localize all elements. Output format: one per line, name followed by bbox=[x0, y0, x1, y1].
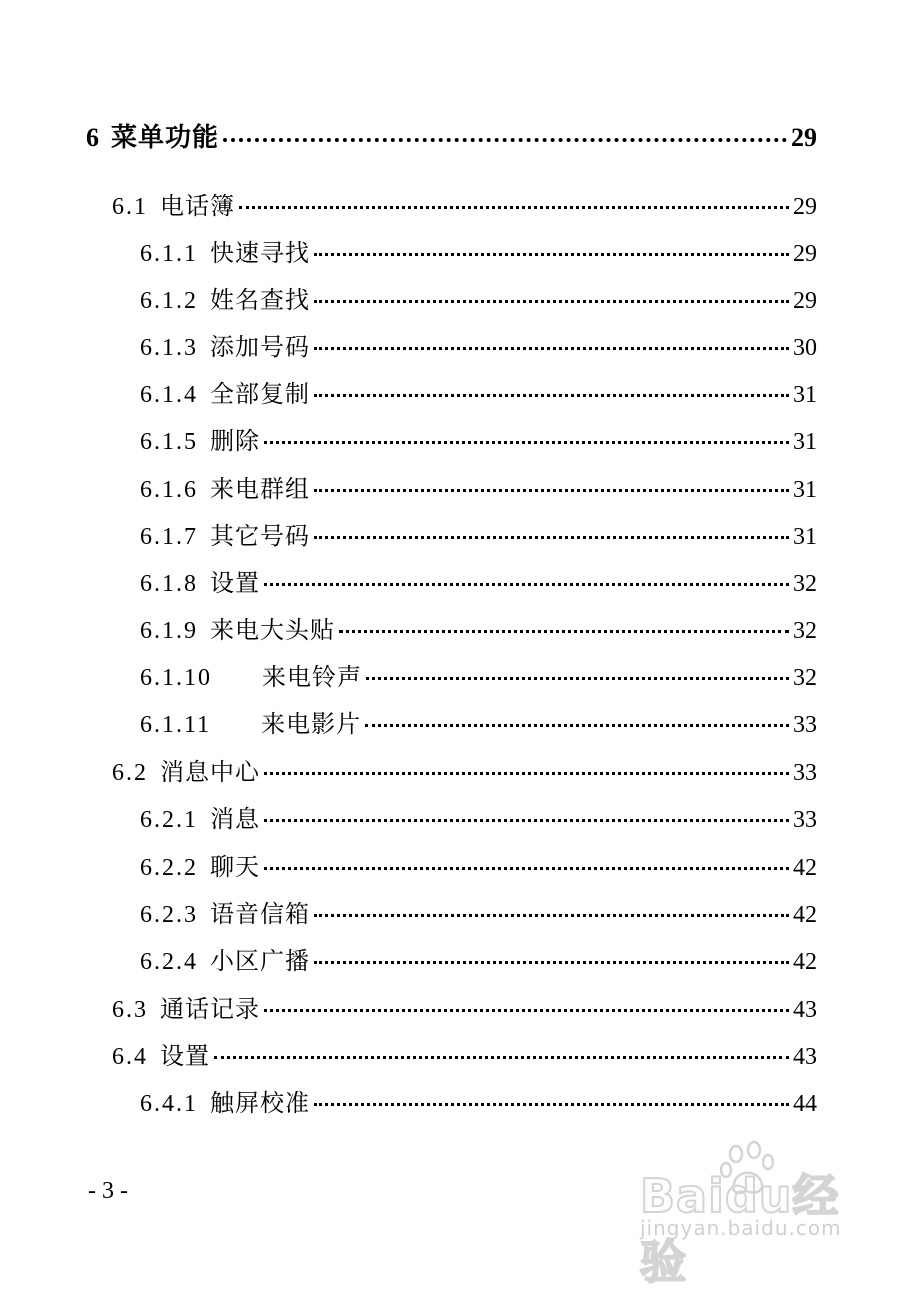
dot-leader bbox=[314, 347, 789, 350]
dot-leader bbox=[264, 772, 789, 775]
toc-entry-page: 29 bbox=[791, 123, 817, 152]
toc-entry-page: 42 bbox=[793, 855, 817, 881]
toc-entry-6-1-5[interactable] bbox=[140, 424, 817, 458]
toc-entry-page: 31 bbox=[793, 477, 817, 503]
toc-entry-page: 29 bbox=[793, 288, 817, 314]
toc-entry-6-1-8[interactable] bbox=[140, 566, 817, 600]
toc-entry-page: 31 bbox=[793, 382, 817, 408]
toc-entry-title: 设置 bbox=[160, 1042, 210, 1070]
dot-leader bbox=[264, 1009, 789, 1012]
toc-entry-number: 6.2.3 bbox=[140, 902, 198, 928]
toc-entry-6-2[interactable] bbox=[112, 755, 817, 789]
toc-entry-title: 聊天 bbox=[210, 853, 260, 881]
dot-leader bbox=[314, 300, 789, 303]
toc-entry-title: 通话记录 bbox=[160, 995, 260, 1023]
toc-entry-title: 来电铃声 bbox=[262, 663, 362, 691]
dot-leader bbox=[314, 1103, 789, 1106]
toc-entry-number: 6.1 bbox=[112, 194, 148, 220]
toc-entry-6-1-3[interactable] bbox=[140, 330, 817, 364]
toc-entry-number: 6.2.2 bbox=[140, 855, 198, 881]
toc-entry-number: 6.4 bbox=[112, 1044, 148, 1070]
toc-entry-6-1-9[interactable] bbox=[140, 613, 817, 647]
toc-entry-page: 33 bbox=[793, 760, 817, 786]
toc-entry-6-4[interactable] bbox=[112, 1039, 817, 1073]
toc-entry-title: 全部复制 bbox=[210, 380, 310, 408]
toc-entry-number: 6.1.7 bbox=[140, 524, 198, 550]
toc-entry-title: 来电群组 bbox=[210, 475, 310, 503]
toc-entry-number: 6.1.5 bbox=[140, 429, 198, 455]
toc-entry-page: 31 bbox=[793, 524, 817, 550]
toc-entry-6-3[interactable] bbox=[112, 992, 817, 1026]
dot-leader bbox=[314, 536, 789, 539]
page-number: - 3 - bbox=[88, 1178, 128, 1204]
watermark-url: jingyan.baidu.com bbox=[640, 1216, 842, 1240]
toc-entry-6-1-6[interactable] bbox=[140, 472, 817, 506]
toc-entry-6[interactable] bbox=[86, 121, 817, 155]
dot-leader bbox=[365, 724, 789, 727]
toc-entry-number: 6.2.1 bbox=[140, 807, 198, 833]
toc-entry-title: 消息 bbox=[210, 805, 260, 833]
toc-entry-title: 触屏校准 bbox=[210, 1089, 310, 1117]
toc-entry-number: 6.1.9 bbox=[140, 618, 198, 644]
dot-leader bbox=[223, 138, 787, 142]
toc-entry-6-1-10[interactable] bbox=[140, 660, 817, 694]
toc-entry-title: 添加号码 bbox=[210, 333, 310, 361]
toc-entry-title: 来电大头贴 bbox=[210, 616, 335, 644]
dot-leader bbox=[264, 441, 789, 444]
toc-entry-number: 6.1.3 bbox=[140, 335, 198, 361]
dot-leader bbox=[214, 1056, 789, 1059]
toc-entry-title: 删除 bbox=[210, 427, 260, 455]
dot-leader bbox=[314, 961, 789, 964]
dot-leader bbox=[264, 583, 789, 586]
toc-entry-title: 设置 bbox=[210, 569, 260, 597]
toc-entry-page: 32 bbox=[793, 618, 817, 644]
toc-entry-6-1-4[interactable] bbox=[140, 377, 817, 411]
dot-leader bbox=[314, 914, 789, 917]
toc-entry-6-1[interactable] bbox=[112, 189, 817, 223]
toc-entry-number: 6.3 bbox=[112, 997, 148, 1023]
dot-leader bbox=[314, 253, 789, 256]
toc-entry-page: 44 bbox=[793, 1091, 817, 1117]
toc-entry-page: 43 bbox=[793, 1044, 817, 1070]
dot-leader bbox=[366, 677, 789, 680]
toc-entry-page: 30 bbox=[793, 335, 817, 361]
toc-entry-number: 6.1.8 bbox=[140, 571, 198, 597]
toc-entry-title: 其它号码 bbox=[210, 522, 310, 550]
toc-entry-title: 来电影片 bbox=[261, 710, 362, 738]
toc-entry-page: 43 bbox=[793, 997, 817, 1023]
toc-entry-6-2-2[interactable] bbox=[140, 850, 817, 884]
toc-entry-title: 菜单功能 bbox=[111, 123, 220, 153]
toc-entry-number: 6.2.4 bbox=[140, 949, 198, 975]
toc-entry-title: 语音信箱 bbox=[210, 900, 310, 928]
watermark-logo-text: Baidu经验 bbox=[640, 1169, 840, 1289]
toc-entry-6-1-2[interactable] bbox=[140, 283, 817, 317]
toc-entry-title: 小区广播 bbox=[210, 947, 310, 975]
toc-entry-6-2-3[interactable] bbox=[140, 897, 817, 931]
toc-entry-number: 6.1.2 bbox=[140, 288, 198, 314]
toc-entry-number: 6.1.1 bbox=[140, 241, 198, 267]
toc-entry-page: 31 bbox=[793, 429, 817, 455]
toc-entry-number: 6.2 bbox=[112, 760, 148, 786]
dot-leader bbox=[264, 819, 789, 822]
toc-entry-title: 快速寻找 bbox=[210, 239, 310, 267]
toc-entry-page: 33 bbox=[793, 807, 817, 833]
toc-entry-6-1-1[interactable] bbox=[140, 236, 817, 270]
dot-leader bbox=[239, 206, 789, 209]
toc-entry-title: 姓名查找 bbox=[210, 286, 310, 314]
toc-entry-number: 6.1.11 bbox=[140, 712, 212, 738]
toc-entry-title: 消息中心 bbox=[160, 758, 260, 786]
toc-entry-number: 6.1.10 bbox=[140, 665, 212, 691]
toc-entry-page: 32 bbox=[793, 665, 817, 691]
toc-entry-page: 29 bbox=[793, 194, 817, 220]
dot-leader bbox=[314, 489, 789, 492]
dot-leader bbox=[339, 630, 789, 633]
toc-entry-number: 6.4.1 bbox=[140, 1091, 198, 1117]
toc-entry-number: 6.1.6 bbox=[140, 477, 198, 503]
toc-entry-page: 32 bbox=[793, 571, 817, 597]
toc-entry-page: 29 bbox=[793, 241, 817, 267]
toc-entry-number: 6 bbox=[86, 123, 99, 152]
toc-entry-6-2-1[interactable] bbox=[140, 802, 817, 836]
toc-entry-6-1-11[interactable] bbox=[140, 707, 817, 741]
toc-entry-6-4-1[interactable] bbox=[140, 1086, 817, 1120]
toc-entry-number: 6.1.4 bbox=[140, 382, 198, 408]
dot-leader bbox=[264, 867, 789, 870]
toc-entry-6-2-4[interactable] bbox=[140, 944, 817, 978]
toc-entry-page: 42 bbox=[793, 949, 817, 975]
toc-entry-page: 33 bbox=[793, 712, 817, 738]
baidu-jingyan-watermark bbox=[640, 1140, 860, 1289]
toc-entry-6-1-7[interactable] bbox=[140, 519, 817, 553]
dot-leader bbox=[314, 394, 789, 397]
toc-entry-title: 电话簿 bbox=[160, 192, 235, 220]
toc-entry-page: 42 bbox=[793, 902, 817, 928]
